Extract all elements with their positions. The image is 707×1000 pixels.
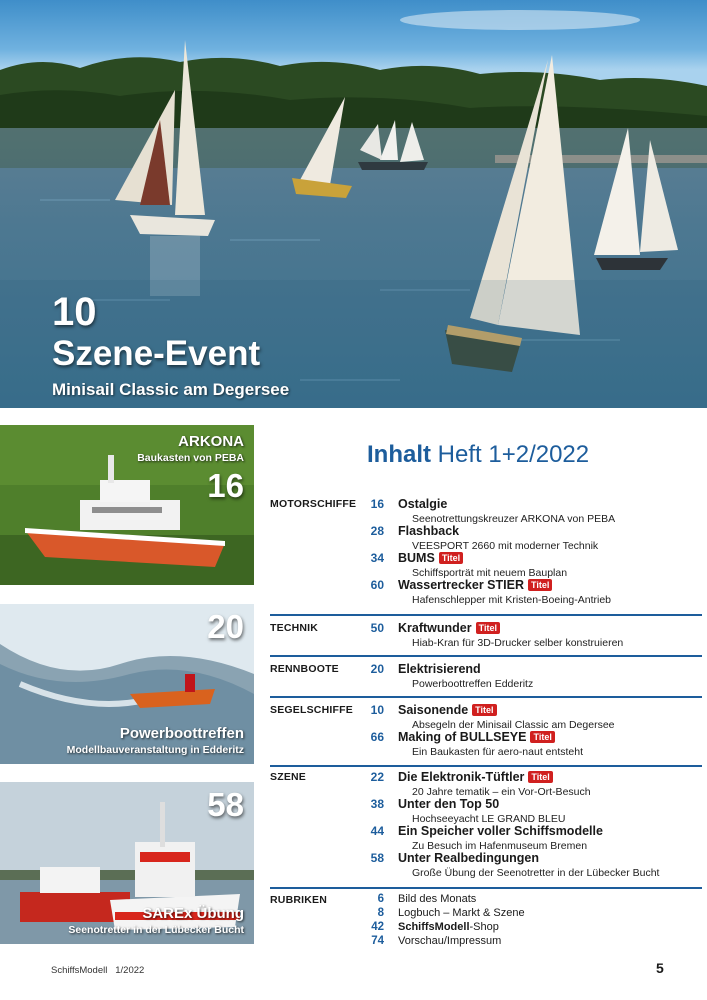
section-divider bbox=[270, 696, 702, 698]
thumb-arkona-page-number[interactable]: 16 bbox=[207, 467, 244, 504]
section-category: MOTORSCHIFFE bbox=[270, 498, 357, 510]
shop-brand: SchiffsModell bbox=[398, 921, 470, 933]
toc-title-row bbox=[398, 578, 552, 592]
titel-badge: Titel bbox=[476, 622, 500, 634]
rubrik-page: 42 bbox=[371, 921, 384, 933]
toc-title: Unter Realbedingungen bbox=[398, 851, 539, 865]
toc-title: BUMS bbox=[398, 551, 435, 565]
toc-page: 34 bbox=[370, 551, 384, 565]
toc-subtitle: Zu Besuch im Hafenmuseum Bremen bbox=[412, 840, 588, 852]
shop-suffix: -Shop bbox=[469, 921, 499, 933]
toc-subtitle: 20 Jahre tematik – ein Vor-Ort-Besuch bbox=[412, 786, 591, 798]
toc-subtitle: Powerboottreffen Edderitz bbox=[412, 678, 534, 690]
toc-subtitle: Absegeln der Minisail Classic am Degersee bbox=[412, 719, 615, 731]
toc-page: 38 bbox=[370, 797, 384, 811]
toc-title-row bbox=[398, 730, 555, 744]
toc-subtitle: Schiffsporträt mit neuem Bauplan bbox=[412, 567, 568, 579]
toc-page: 44 bbox=[370, 824, 384, 838]
thumb-sarex-page-number[interactable]: 58 bbox=[207, 786, 244, 823]
section-divider bbox=[270, 655, 702, 657]
titel-badge: Titel bbox=[439, 552, 463, 564]
thumbnail-arkona[interactable] bbox=[0, 425, 254, 585]
thumb-sarex-subtitle: Seenotretter in der Lübecker Bucht bbox=[68, 924, 244, 936]
rubrik-page: 6 bbox=[377, 893, 384, 905]
section-category: SZENE bbox=[270, 771, 307, 783]
toc-title: Die Elektronik-Tüftler bbox=[398, 770, 525, 784]
contents-heading-issue: Heft 1+2/2022 bbox=[431, 441, 590, 468]
thumb-powerboat-page-number[interactable]: 20 bbox=[207, 608, 244, 645]
toc-title: Elektrisierend bbox=[398, 662, 481, 676]
toc-subtitle: Hafenschlepper mit Kristen-Boeing-Antrieb bbox=[412, 594, 612, 606]
toc-title: Flashback bbox=[398, 524, 460, 538]
rubrik-title: Vorschau/Impressum bbox=[398, 935, 502, 947]
toc-title: Making of BULLSEYE bbox=[398, 730, 527, 744]
toc-title: Kraftwunder bbox=[398, 621, 472, 635]
toc-page: 58 bbox=[370, 851, 384, 865]
hero-title[interactable]: Szene-Event bbox=[52, 334, 261, 373]
toc-title-row bbox=[398, 770, 553, 784]
hero-subtitle: Minisail Classic am Degersee bbox=[52, 380, 290, 399]
thumbnail-powerboat[interactable] bbox=[0, 604, 254, 764]
toc-page: 10 bbox=[370, 703, 384, 717]
section-category: RENNBOOTE bbox=[270, 663, 339, 675]
section-divider bbox=[270, 887, 702, 889]
toc-page: 22 bbox=[370, 770, 384, 784]
toc-page: 28 bbox=[370, 524, 384, 538]
contents-heading bbox=[367, 441, 589, 469]
thumb-powerboat-title: Powerboottreffen bbox=[119, 725, 244, 742]
rubrik-title bbox=[398, 921, 499, 933]
toc-subtitle: Hiab-Kran für 3D-Drucker selber konstruieren bbox=[412, 637, 624, 649]
footer-page-number: 5 bbox=[656, 960, 664, 976]
hero-photo bbox=[0, 0, 707, 408]
rubrik-title: Bild des Monats bbox=[398, 893, 477, 905]
hero-page-number[interactable]: 10 bbox=[52, 290, 97, 334]
rubrik-entry[interactable] bbox=[270, 921, 700, 935]
toc-title: Saisonende bbox=[398, 703, 469, 717]
section-category: TECHNIK bbox=[270, 622, 319, 634]
thumb-sarex-title: SAREx Übung bbox=[142, 905, 244, 922]
thumb-powerboat-subtitle: Modellbauveranstaltung in Edderitz bbox=[66, 744, 244, 756]
footer-issue: 1/2022 bbox=[115, 965, 145, 976]
toc-title: Wassertrecker STIER bbox=[398, 578, 524, 592]
rubrik-title: Logbuch – Markt & Szene bbox=[398, 907, 525, 919]
titel-badge: Titel bbox=[528, 579, 552, 591]
section-category: RUBRIKEN bbox=[270, 894, 328, 906]
thumb-arkona-title: ARKONA bbox=[178, 433, 244, 450]
footer-magazine bbox=[51, 965, 144, 976]
thumb-arkona-subtitle: Baukasten von PEBA bbox=[137, 452, 244, 464]
toc-page: 60 bbox=[370, 578, 384, 592]
toc-title: Unter den Top 50 bbox=[398, 797, 500, 811]
toc-title: Ostalgie bbox=[398, 497, 448, 511]
titel-badge: Titel bbox=[472, 704, 496, 716]
rubrik-entry[interactable] bbox=[270, 893, 700, 907]
toc-subtitle: Hochseeyacht LE GRAND BLEU bbox=[412, 813, 566, 825]
section-category: SEGELSCHIFFE bbox=[270, 704, 353, 716]
toc-page: 66 bbox=[370, 730, 384, 744]
toc-title-row bbox=[398, 703, 497, 717]
toc-title: Ein Speicher voller Schiffsmodelle bbox=[398, 824, 603, 838]
contents-heading-bold: Inhalt bbox=[367, 441, 431, 468]
toc-subtitle: Seenotrettungskreuzer ARKONA von PEBA bbox=[412, 513, 616, 525]
thumbnail-sarex[interactable] bbox=[0, 782, 254, 944]
toc-subtitle: Ein Baukasten für aero-naut entsteht bbox=[412, 746, 584, 758]
toc-page: 50 bbox=[370, 621, 384, 635]
titel-badge: Titel bbox=[528, 771, 552, 783]
section-divider bbox=[270, 614, 702, 616]
rubrik-entry[interactable] bbox=[270, 907, 700, 921]
rubrik-page: 8 bbox=[377, 907, 384, 919]
toc-page: 16 bbox=[370, 497, 384, 511]
toc-subtitle: Große Übung der Seenotretter in der Lübecker Bucht bbox=[412, 867, 660, 879]
rubrik-entry[interactable] bbox=[270, 935, 700, 949]
section-divider bbox=[270, 765, 702, 767]
toc-subtitle: VEESPORT 2660 mit moderner Technik bbox=[412, 540, 599, 552]
toc-page: 20 bbox=[370, 662, 384, 676]
toc-title-row bbox=[398, 621, 500, 635]
footer-magazine-name: SchiffsModell bbox=[51, 965, 108, 976]
toc-title-row bbox=[398, 551, 463, 565]
rubrik-page: 74 bbox=[371, 935, 384, 947]
titel-badge: Titel bbox=[530, 731, 554, 743]
